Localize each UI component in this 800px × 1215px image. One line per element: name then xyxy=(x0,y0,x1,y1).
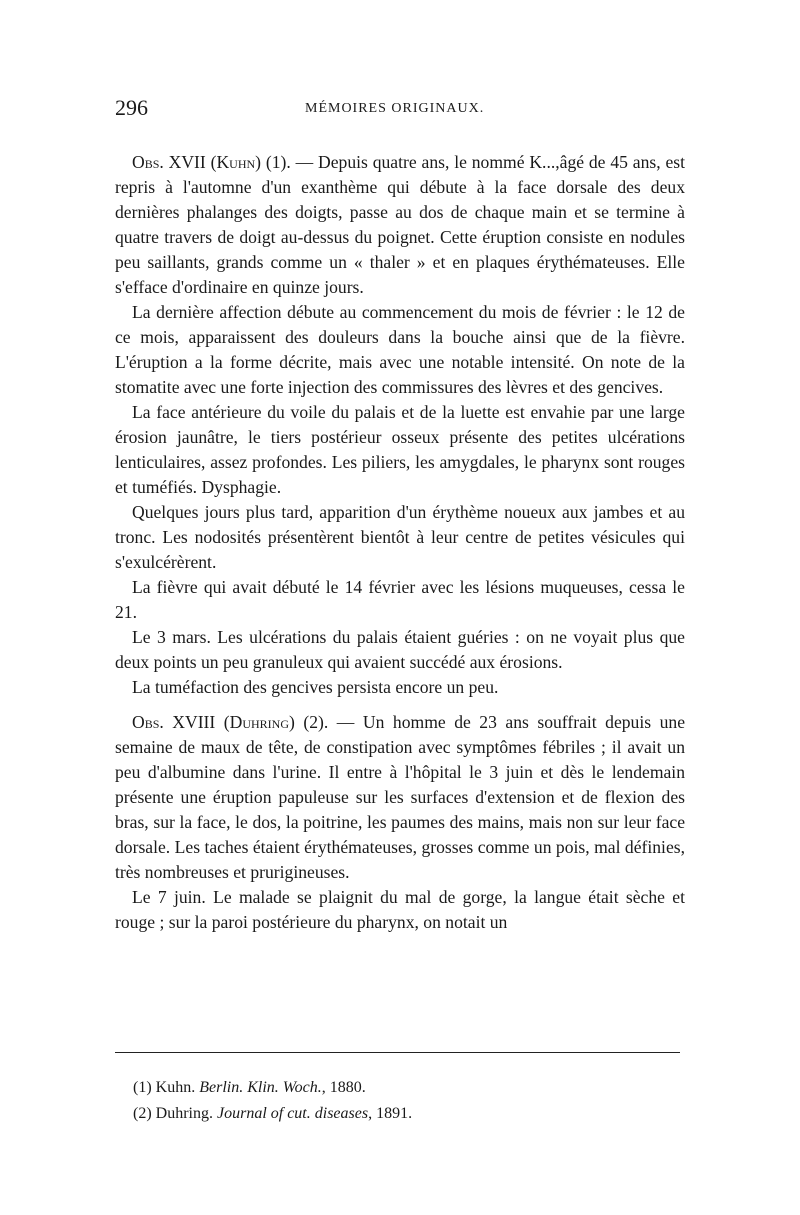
observation-label: Obs. XVIII (Duhring) (2). xyxy=(132,712,329,732)
page-number: 296 xyxy=(115,95,148,120)
obs-17-paragraph-4: Quelques jours plus tard, apparition d'un érythème noueux aux jambes et au tronc. Les nodosités présentèrent bientôt à leur centre de petites vésicules qui s'exulcérèrent. xyxy=(115,502,685,572)
footnote-author: (2) Duhring. xyxy=(133,1105,217,1122)
footnote-year: , 1880. xyxy=(321,1079,366,1096)
footnote-year: , 1891. xyxy=(368,1105,413,1122)
footnotes xyxy=(133,1075,673,1127)
running-head: MÉMOIRES ORIGINAUX. xyxy=(305,101,485,116)
observation-label: Obs. XVII (Kuhn) (1). xyxy=(132,152,291,172)
footnote-author: (1) Kuhn. xyxy=(133,1079,200,1096)
page-header xyxy=(115,95,685,125)
obs-17-paragraph-6: Le 3 mars. Les ulcérations du palais étaient guéries : on ne voyait plus que deux points un peu granuleux qui avaient succédé aux érosions. xyxy=(115,627,685,672)
footnote-divider xyxy=(115,1052,680,1053)
body-text xyxy=(115,150,685,935)
obs-17-paragraph-5: La fièvre qui avait débuté le 14 février avec les lésions muqueuses, cessa le 21. xyxy=(115,577,685,622)
paragraph-text: — Un homme de 23 ans souffrait depuis une semaine de maux de tête, de constipation avec symptômes fébriles ; il avait un peu d'albumine dans l'urine. Il entre à l'hôpital le 3 juin et dès le lendemain présente une éruption papuleuse sur les surfaces d'extension et de flexion des bras, sur la face, le dos, la poitrine, les paumes des mains, mais non sur leur face dorsale. Les taches étaient érythémateuses, grosses comme un pois, mal définies, très nombreuses et prurigineuses. xyxy=(115,712,685,882)
obs-17-paragraph-1 xyxy=(115,150,685,300)
footnote-source: Berlin. Klin. Woch. xyxy=(199,1079,322,1096)
obs-18-paragraph-1 xyxy=(115,710,685,885)
obs-17-paragraph-7: La tuméfaction des gencives persista encore un peu. xyxy=(132,677,499,697)
paragraph-text: — Depuis quatre ans, le nommé K...,âgé de 45 ans, est repris à l'automne d'un exanthème qui débute à la face dorsale des deux dernières phalanges des doigts, passe au dos de chaque main et se termine à quatre travers de doigt au-dessus du poignet. Cette éruption consiste en nodules peu saillants, grands comme un « thaler » et en plaques érythémateuses. Elle s'efface d'ordinaire en quinze jours. xyxy=(115,152,685,297)
footnote-1 xyxy=(133,1075,673,1101)
obs-18-paragraph-2: Le 7 juin. Le malade se plaignit du mal de gorge, la langue était sèche et rouge ; sur la paroi postérieure du pharynx, on notait un xyxy=(115,887,685,932)
footnote-2 xyxy=(133,1101,673,1127)
footnote-source: Journal of cut. diseases xyxy=(216,1105,369,1122)
obs-17-paragraph-2: La dernière affection débute au commencement du mois de février : le 12 de ce mois, apparaissent des douleurs dans la bouche ainsi que de la fièvre. L'éruption a la forme décrite, mais avec une notable intensité. On note de la stomatite avec une forte injection des commissures des lèvres et des gencives. xyxy=(115,302,685,397)
obs-17-paragraph-3: La face antérieure du voile du palais et de la luette est envahie par une large érosion jaunâtre, le tiers postérieur osseux présente des petites ulcérations lenticulaires, assez profondes. Les piliers, les amygdales, le pharynx sont rouges et tuméfiés. Dysphagie. xyxy=(115,402,685,497)
